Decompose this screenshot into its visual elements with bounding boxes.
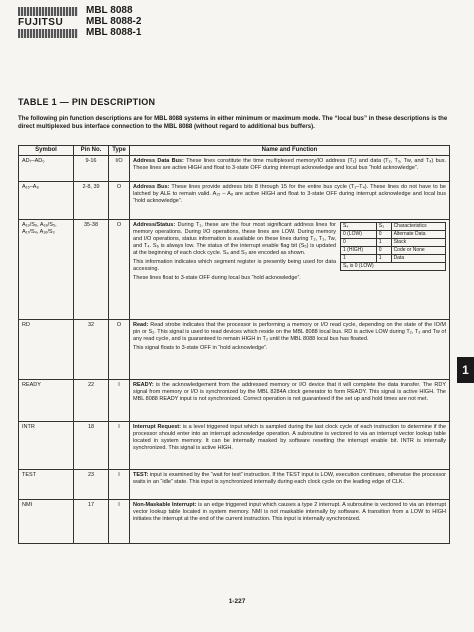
table-row — [19, 422, 450, 470]
logo-stripe-icon — [18, 29, 78, 38]
pin-name: Non-Maskable Interrupt: — [133, 501, 197, 508]
status-cell: 1 (HIGH) — [341, 246, 377, 254]
pin-description: is a level triggered input which is sampled during the last clock cycle of each instruction to determine if the processor should enter into an interrupt acknowledge operation. A subroutine is vectored to via an interrupt vector lookup table located in system memory. It can be internally masked by software resetting the interrupt enable bit. INTR is internally synchronized. This signal is active HIGH. — [133, 423, 447, 451]
status-table-row — [341, 238, 446, 246]
status-encoding-table — [340, 222, 446, 271]
status-cell: Alternate Data — [391, 230, 445, 238]
status-table-row — [341, 262, 446, 270]
table-row — [19, 380, 450, 422]
symbol-cell: NMI — [19, 500, 74, 544]
status-cell: 1 — [376, 238, 391, 246]
brand-name: FUJITSU — [18, 16, 64, 28]
pin-name: READY: — [133, 381, 154, 388]
pin-description: Read strobe indicates that the processor is performing a memory or I/O read cycle, depending on the state of the IO/M pin or S₂. This signal is used to read devices which reside on the MBL 8088 local bus. RD is active LOW during T₂, T₃ and Tw of any read cycle, and is guaranteed to remain HIGH in T₂ until the MBL 8088 local bus has floated. — [133, 321, 446, 342]
pin-cell: 9-16 — [74, 156, 109, 182]
table-row — [19, 500, 450, 544]
type-cell: O — [109, 220, 130, 320]
symbol-cell: RD — [19, 320, 74, 380]
table-row — [19, 470, 450, 500]
symbol-cell: READY — [19, 380, 74, 422]
pin-description: is the acknowledgement from the addressed memory or I/O device that it will complete the data transfer. The RDY signal from memory or I/O is synchronized by the MBL 8284A clock generator to form READY. This signal is active HIGH. The MBL 8088 READY input is not synchronized. Correct operation is not guaranteed if the set up and hold times are not met. — [133, 381, 446, 402]
part-name: MBL 8088-2 — [86, 16, 142, 27]
type-cell: I — [109, 470, 130, 500]
type-cell: O — [109, 320, 130, 380]
pin-description: is an edge triggered input which causes a type 2 interrupt. A subroutine is vectored to via an interrupt vector lookup table located in system memory. NMI is not maskable internally by software. A transition from a LOW to HIGH initiates the interrupt at the end of the current instruction. This input is internally synchronized. — [133, 501, 446, 522]
table-row — [19, 156, 450, 182]
type-cell: I — [109, 422, 130, 470]
table-row — [19, 220, 450, 320]
function-cell — [130, 156, 450, 182]
pin-name: Address Bus: — [133, 183, 170, 190]
function-cell — [130, 320, 450, 380]
pin-name: Interrupt Request: — [133, 423, 181, 430]
function-cell — [130, 182, 450, 220]
symbol-cell: INTR — [19, 422, 74, 470]
symbol-cell: A₁₅–A₈ — [19, 182, 74, 220]
type-cell: I — [109, 380, 130, 422]
column-header: Name and Function — [130, 146, 450, 156]
status-cell: 0 — [341, 238, 377, 246]
status-table-row — [341, 254, 446, 262]
pin-name: Address Data Bus: — [133, 157, 184, 164]
symbol-cell: AD₇–AD₀ — [19, 156, 74, 182]
part-name: MBL 8088 — [86, 5, 133, 16]
status-table-row — [341, 222, 446, 230]
status-cell: Data — [391, 254, 445, 262]
type-cell: O — [109, 182, 130, 220]
status-cell: S₄ — [341, 222, 377, 230]
pin-description: These lines float to 3-state OFF during local bus “hold acknowledge”. — [133, 274, 301, 281]
table-row — [19, 182, 450, 220]
pin-name: Address/Status: — [133, 221, 176, 228]
status-table-row — [341, 230, 446, 238]
pin-description: During T₁, these are the four most significant address lines for memory operations. During I/O operations, these lines are LOW. During memory and I/O operations, status information is available on these lines during T₂, T₃, Tw, and T₄. S₆ is always low. The status of the interrupt enable flag bit (S₅) is updated at the beginning of each clock cycle. S₄ and S₃ are encoded as shown. — [133, 221, 336, 256]
status-cell: 0 (LOW) — [341, 230, 377, 238]
pin-cell: 22 — [74, 380, 109, 422]
section-tab-marker: 1 — [457, 357, 474, 383]
pin-name: Read: — [133, 321, 149, 328]
pin-cell: 23 — [74, 470, 109, 500]
status-cell: Code or None — [391, 246, 445, 254]
intro-text: The following pin function descriptions are for MBL 8088 systems in either minimum or maximum mode. The “local bus” in these descriptions is the direct multiplexed bus interface connection to the MBL 8088 (without regard to additional bus buffers). — [18, 115, 448, 130]
type-cell: I — [109, 500, 130, 544]
page-number: 1-227 — [228, 598, 246, 605]
pin-cell: 2-8, 39 — [74, 182, 109, 220]
status-cell: Characteristics — [391, 222, 445, 230]
status-cell: 1 — [341, 254, 377, 262]
column-header: Symbol — [19, 146, 74, 156]
pin-cell: 32 — [74, 320, 109, 380]
pin-description-table — [18, 145, 450, 544]
column-header: Type — [109, 146, 130, 156]
pin-description: These lines provide address bits 8 through 15 for the entire bus cycle (T₁–T₄). These lines do not have to be latched by ALE to remain valid. A₁₅ – A₈ are active HIGH and float to 3-state OFF during interrupt acknowledge and local bus “hold acknowledge”. — [133, 183, 446, 204]
table-header-row — [19, 146, 450, 156]
function-cell — [130, 220, 450, 320]
symbol-cell: TEST — [19, 470, 74, 500]
status-cell: S₆ is 0 (LOW) — [341, 262, 446, 270]
pin-cell: 17 — [74, 500, 109, 544]
pin-cell: 35-38 — [74, 220, 109, 320]
pin-description: This information indicates which segment register is presently being used for data accessing. — [133, 258, 336, 272]
status-cell: S₃ — [376, 222, 391, 230]
status-cell: Stack — [391, 238, 445, 246]
pin-description: These lines constitute the time multiplexed memory/IO address (T₁) and data (T₂, T₃, Tw, and T₄) bus. These lines are active HIGH and float to 3-state OFF during interrupt acknowledge and local bus “hold acknowledge”. — [133, 157, 446, 171]
type-cell: I/O — [109, 156, 130, 182]
status-cell: 0 — [376, 246, 391, 254]
part-names — [86, 5, 141, 38]
status-cell: 0 — [376, 230, 391, 238]
pin-name: TEST: — [133, 471, 149, 478]
table-title: TABLE 1 — PIN DESCRIPTION — [18, 97, 156, 107]
status-cell: 1 — [376, 254, 391, 262]
function-cell — [130, 422, 450, 470]
function-cell — [130, 470, 450, 500]
table-row — [19, 320, 450, 380]
pin-description: This signal floats to 3-state OFF in “hold acknowledge”. — [133, 344, 268, 351]
part-name: MBL 8088-1 — [86, 27, 142, 38]
function-cell — [130, 380, 450, 422]
pin-description: input is examined by the “wait for test” instruction. If the TEST input is LOW, execution continues, otherwise the processor waits in an “idle” state. This input is synchronized internally during each clock cycle on the leading edge of CLK. — [133, 471, 447, 485]
function-cell — [130, 500, 450, 544]
logo-stripe-icon — [18, 7, 78, 16]
column-header: Pin No. — [74, 146, 109, 156]
pin-cell: 18 — [74, 422, 109, 470]
symbol-cell: A₁₉/S₆, A₁₈/S₅, A₁₇/S₄, A₁₆/S₃ — [19, 220, 74, 320]
status-table-row — [341, 246, 446, 254]
